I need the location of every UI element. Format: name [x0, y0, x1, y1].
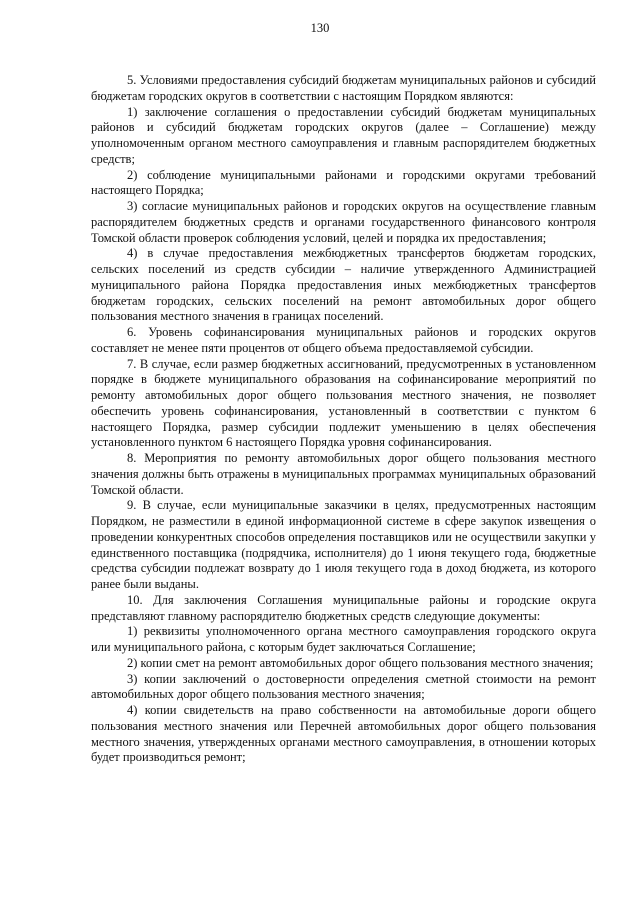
paragraph-5-item-2: 2) соблюдение муниципальными районами и городскими округами требований настоящего Порядка;: [91, 167, 596, 198]
paragraph-6: 6. Уровень софинансирования муниципальных районов и городских округов составляет не менее пяти процентов от общего объема предоставляемой субсидии.: [91, 325, 596, 355]
paragraph-10-intro: 10. Для заключения Соглашения муниципальные районы и городские округа представляют главному распорядителю бюджетных средств следующие документы:: [91, 592, 596, 623]
document-body: [91, 73, 596, 766]
paragraph-8: 8. Мероприятия по ремонту автомобильных дорог общего пользования местного значения должны быть отражены в муниципальных программах муниципальных образований Томской области.: [91, 451, 596, 497]
paragraph-5-intro: 5. Условиями предоставления субсидий бюджетам муниципальных районов и субсидий бюджетам городских округов в соответствии с настоящим Порядком являются:: [91, 73, 596, 103]
page-number: 130: [310, 21, 330, 35]
paragraph-10-item-1: 1) реквизиты уполномоченного органа местного самоуправления городского округа или муниципального района, с которым будет заключаться Соглашение;: [91, 624, 596, 654]
paragraph-5-item-4: 4) в случае предоставления межбюджетных трансфертов бюджетам городских, сельских поселений из средств субсидии – наличие утвержденного Администрацией муниципального района Порядка предоставления иных межбюджетных трансфертов бюджетам городских, сельских поселений на ремонт автомобильных дорог общего пользования местного значения в границах поселений.: [91, 246, 596, 324]
paragraph-10-item-4: 4) копии свидетельств на право собственности на автомобильные дороги общего пользования местного значения или Перечней автомобильных дорог общего пользования местного значения, утвержденных органами местного самоуправления, в отношении которых будет производиться ремонт;: [91, 703, 596, 765]
paragraph-5-item-3: 3) согласие муниципальных районов и городских округов на осуществление главным распорядителем бюджетных средств и органами государственного финансового контроля Томской области проверок соблюдения условий, целей и порядка их предоставления;: [91, 199, 596, 245]
paragraph-7: 7. В случае, если размер бюджетных ассигнований, предусмотренных в установленном порядке в бюджете муниципального образования на софинансирование мероприятий по ремонту автомобильных дорог общего пользования местного значения, не позволяет обеспечить уровень софинансирования, установленный в соответствии с пунктом 6 настоящего Порядка, размер субсидии подлежит уменьшению в целях обеспечения установленного пунктом 6 настоящего Порядка уровня софинансирования.: [91, 356, 596, 450]
paragraph-5-item-1: 1) заключение соглашения о предоставлении субсидий бюджетам муниципальных районов и субсидий бюджетам городских округов (далее – Соглашение) между уполномоченным органом местного самоуправления и главным распорядителем бюджетных средств;: [91, 104, 596, 166]
paragraph-10-item-2: 2) копии смет на ремонт автомобильных дорог общего пользования местного значения;: [127, 655, 594, 670]
paragraph-10-item-3: 3) копии заключений о достоверности определения сметной стоимости на ремонт автомобильных дорог общего пользования местного значения;: [91, 671, 596, 702]
paragraph-9: 9. В случае, если муниципальные заказчики в целях, предусмотренных настоящим Порядком, не разместили в единой информационной системе в сфере закупок извещения о проведении конкурентных способов определения поставщиков или не осуществили закупки у единственного поставщика (подрядчика, исполнителя) до 1 июня текущего года, бюджетные средства субсидии подлежат возврату до 1 июля текущего года в доход бюджета, из которого ранее были выданы.: [91, 498, 596, 591]
